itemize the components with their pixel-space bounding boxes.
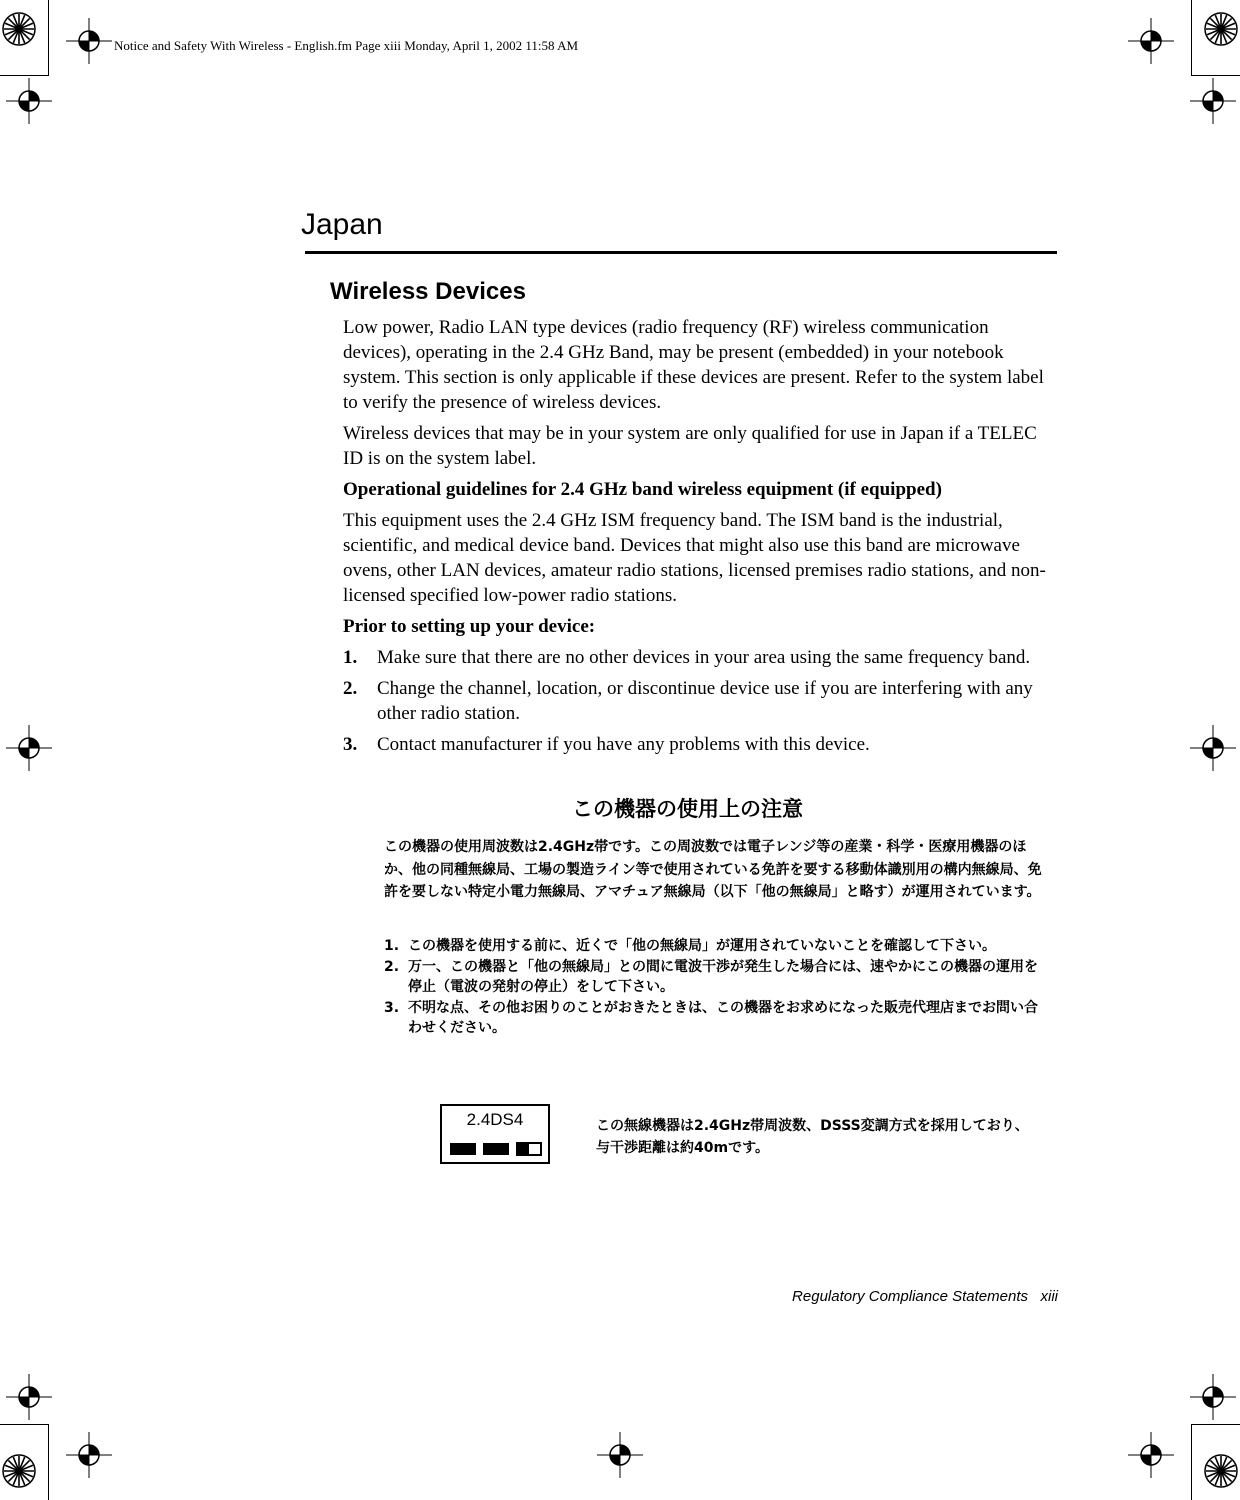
list-item xyxy=(384,936,1044,957)
paragraph: Wireless devices that may be in your system are only qualified for use in Japan if a TELEC ID is on the system label. xyxy=(343,423,1037,469)
frequency-label-code: 2.4DS4 xyxy=(466,1110,524,1129)
step-number: 1. xyxy=(343,647,358,668)
crop-line xyxy=(48,0,49,76)
registration-mark xyxy=(1190,78,1236,124)
jp-item-number: 1. xyxy=(384,938,400,954)
operational-heading: Operational guidelines for 2.4 GHz band wireless equipment (if equipped) xyxy=(343,479,942,500)
step-number: 2. xyxy=(343,678,358,699)
section-title: Japan xyxy=(301,208,383,241)
registration-mark xyxy=(1128,18,1174,64)
registration-mark xyxy=(66,18,112,64)
crop-line xyxy=(48,1424,49,1500)
title-divider xyxy=(305,251,1057,254)
registration-mark xyxy=(6,725,52,771)
corner-rosette-mark xyxy=(2,12,36,46)
body-text xyxy=(343,315,1055,763)
jp-item-number: 2. xyxy=(384,958,400,975)
registration-mark xyxy=(1190,725,1236,771)
corner-rosette-mark xyxy=(1204,12,1238,46)
crop-line xyxy=(1191,1424,1192,1500)
registration-mark xyxy=(6,78,52,124)
jp-item-text: この機器を使用する前に、近くで「他の無線局」が運用されていないことを確認して下さい。 xyxy=(408,938,996,954)
setup-steps xyxy=(343,645,1055,757)
crop-line xyxy=(0,1424,48,1425)
jp-item-text: 不明な点、その他お困りのことがおきたときは、この機器をお求めになった販売代理店までお問い合わせください。 xyxy=(408,999,1038,1036)
registration-mark xyxy=(66,1432,112,1478)
step-text: Change the channel, location, or discontinue device use if you are interfering with any other radio station. xyxy=(377,678,1033,724)
japanese-notice-list xyxy=(384,936,1044,1039)
frequency-range-bars xyxy=(450,1142,544,1156)
registration-mark xyxy=(597,1432,643,1478)
crop-line xyxy=(1192,1424,1240,1425)
registration-mark xyxy=(1190,1374,1236,1420)
prior-heading: Prior to setting up your device: xyxy=(343,616,596,637)
list-item xyxy=(384,998,1044,1039)
jp-item-number: 3. xyxy=(384,999,400,1016)
crop-line xyxy=(0,75,48,76)
frequency-label-note: この無線機器は2.4GHz帯周波数、DSSS変調方式を採用しており、与干渉距離は約40mです。 xyxy=(596,1118,1029,1156)
page-footer: Regulatory Compliance Statements xiii xyxy=(792,1288,1058,1305)
corner-rosette-mark xyxy=(2,1454,36,1488)
frequency-label-box xyxy=(440,1104,550,1164)
step-text: Make sure that there are no other devices in your area using the same frequency band. xyxy=(377,647,1031,668)
registration-mark xyxy=(6,1374,52,1420)
list-item xyxy=(343,732,1055,757)
paragraph: Low power, Radio LAN type devices (radio frequency (RF) wireless communication devices), operating in the 2.4 GHz Band, may be present (embedded) in your notebook system. This section is only applicable if these devices are present. Refer to the system label to verify the presence of wireless devices. xyxy=(343,317,1044,413)
japanese-notice-title: この機器の使用上の注意 xyxy=(572,797,803,821)
jp-item-text: 万一、この機器と「他の無線局」との間に電波干渉が発生した場合には、速やかにこの機器の運用を停止（電波の発射の停止）をして下さい。 xyxy=(408,958,1038,995)
list-item xyxy=(384,957,1044,998)
step-text: Contact manufacturer if you have any problems with this device. xyxy=(377,734,870,755)
list-item xyxy=(343,645,1055,670)
crop-line xyxy=(1192,75,1240,76)
registration-mark xyxy=(1128,1432,1174,1478)
paragraph: This equipment uses the 2.4 GHz ISM frequency band. The ISM band is the industrial, scientific, and medical device band. Devices that might also use this band are microwave ovens, other LAN devices, amateur radio stations, licensed premises radio stations, and non-licensed specified low-power radio stations. xyxy=(343,510,1046,606)
subsection-title: Wireless Devices xyxy=(330,278,526,305)
file-header-info: Notice and Safety With Wireless - English.fm Page xiii Monday, April 1, 2002 11:58 AM xyxy=(114,38,579,53)
step-number: 3. xyxy=(343,734,358,755)
list-item xyxy=(343,676,1055,726)
corner-rosette-mark xyxy=(1204,1454,1238,1488)
crop-line xyxy=(1191,0,1192,76)
japanese-notice-paragraph: この機器の使用周波数は2.4GHz帯です。この周波数では電子レンジ等の産業・科学・医療用機器のほか、他の同種無線局、工場の製造ライン等で使用されている免許を要する移動体識別用の構内無線局、免許を要しない特定小電力無線局、アマチュア無線局（以下「他の無線局」と略す）が運用されています。 xyxy=(384,839,1042,900)
